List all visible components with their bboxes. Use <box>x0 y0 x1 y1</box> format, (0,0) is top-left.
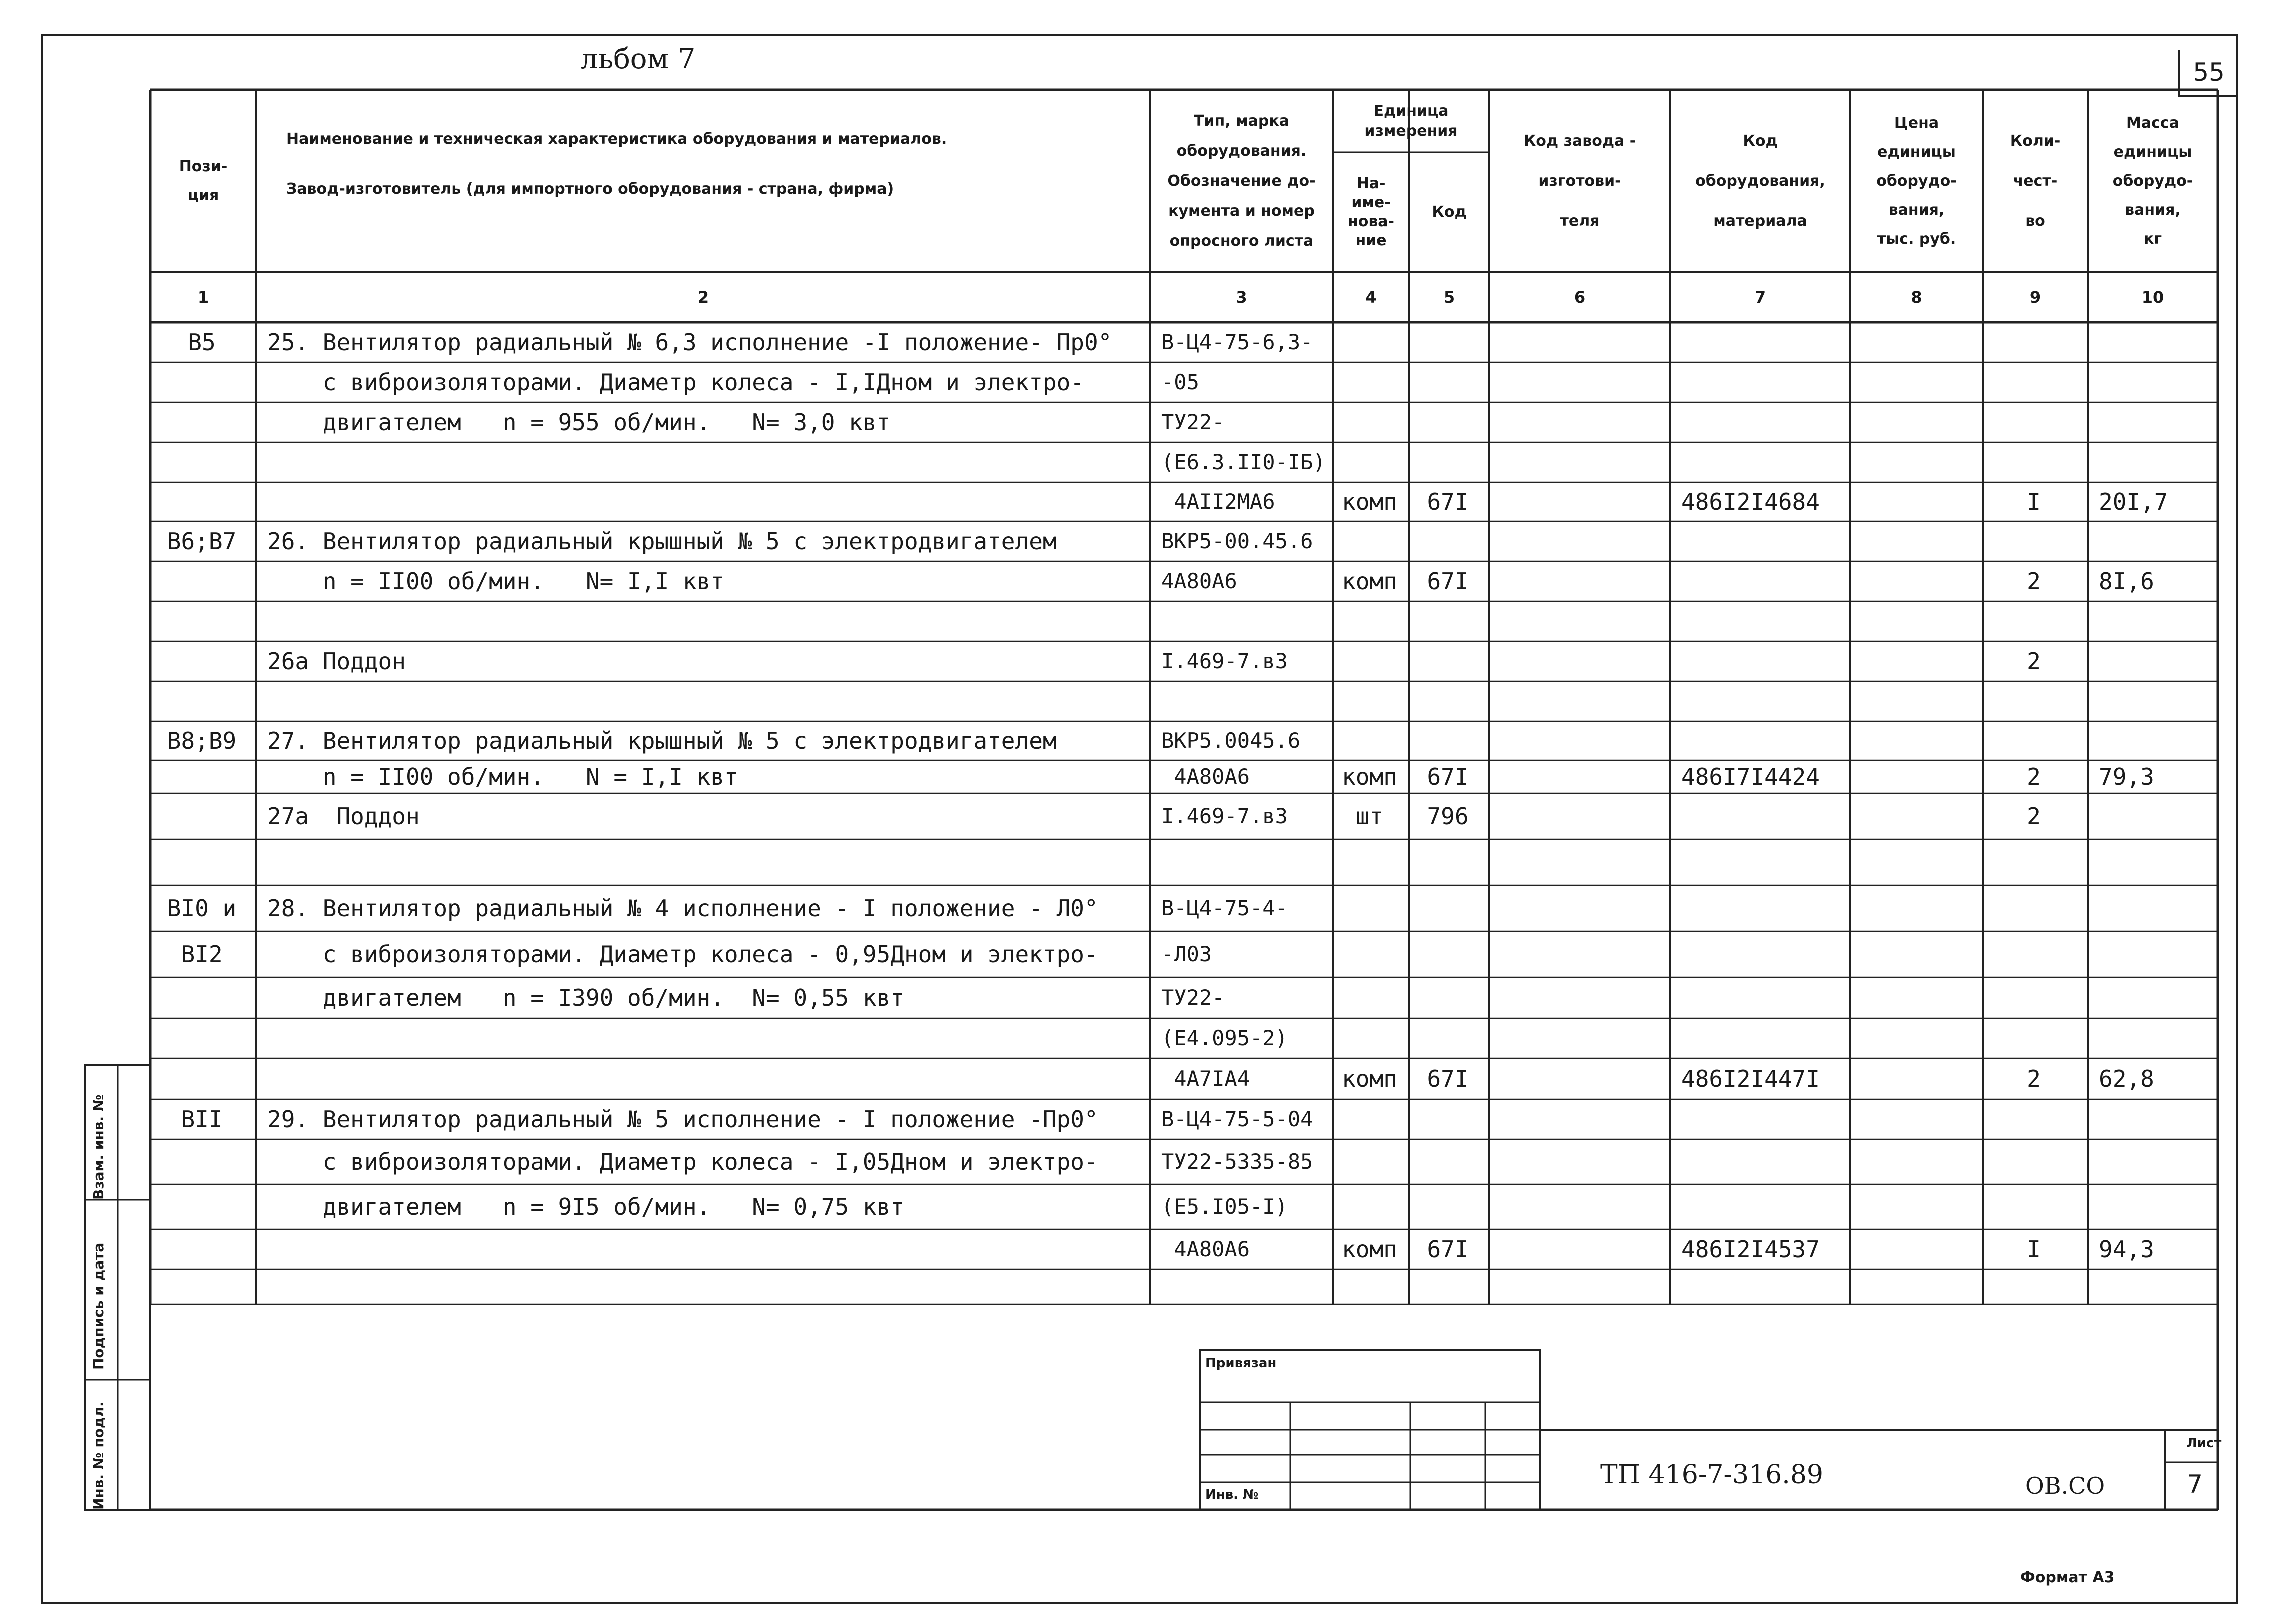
quantity-cell: I <box>2027 488 2041 516</box>
list-label: Лист <box>2186 1436 2222 1451</box>
plant-code-cell <box>1489 886 1667 932</box>
mass-cell <box>2099 642 2215 682</box>
type-cell: 4А80А6 <box>1161 569 1237 594</box>
quantity-cell: 2 <box>2027 648 2041 675</box>
equipment-code-cell <box>1681 932 1847 978</box>
name-cell: 27. Вентилятор радиальный крышный № 5 с электродвигателем <box>267 728 1057 754</box>
unit-code-cell <box>1409 840 1486 886</box>
unit-cell <box>1333 978 1406 1018</box>
unit-code-cell <box>1409 522 1486 562</box>
plant-code-cell <box>1489 1184 1667 1230</box>
quantity-cell <box>1983 932 2085 978</box>
unit-code-cell <box>1409 722 1486 760</box>
quantity-cell <box>1983 322 2085 362</box>
name-cell: n = II00 об/мин. N= I,I квт <box>267 568 724 595</box>
quantity-cell <box>1983 602 2085 642</box>
equipment-code-cell <box>1681 1270 1847 1304</box>
price-cell <box>1850 886 1980 932</box>
plant-code-cell <box>1489 1018 1667 1058</box>
mass-cell: 62,8 <box>2099 1066 2154 1092</box>
column-number-10: 10 <box>2141 288 2164 307</box>
name-cell: n = II00 об/мин. N = I,I квт <box>267 764 738 790</box>
unit-code-cell <box>1409 1018 1486 1058</box>
equipment-code-cell <box>1681 1018 1847 1058</box>
column-number-6: 6 <box>1574 288 1586 307</box>
column-number-8: 8 <box>1911 288 1922 307</box>
quantity-cell <box>1983 522 2085 562</box>
mass-cell: 8I,6 <box>2099 568 2154 595</box>
name-cell <box>267 1058 1147 1100</box>
position-cell <box>150 1140 253 1184</box>
privyazan-label: Привязан <box>1205 1356 1277 1371</box>
unit-code-cell: 67I <box>1427 568 1469 595</box>
column-number-3: 3 <box>1236 288 1247 307</box>
unit-cell <box>1333 886 1406 932</box>
plant-code-cell <box>1489 1140 1667 1184</box>
plant-code-cell <box>1489 1100 1667 1140</box>
type-cell: 4А80А6 <box>1161 764 1250 789</box>
name-cell: 28. Вентилятор радиальный № 4 исполнение - I положение - Л0° <box>267 895 1098 922</box>
quantity-cell <box>1983 840 2085 886</box>
position-cell <box>150 978 253 1018</box>
name-cell <box>267 840 1147 886</box>
name-cell <box>267 682 1147 722</box>
equipment-code-cell <box>1681 562 1847 602</box>
equipment-code-cell <box>1681 840 1847 886</box>
price-cell <box>1850 602 1980 642</box>
position-cell <box>150 840 253 886</box>
unit-cell <box>1333 522 1406 562</box>
name-cell: с виброизоляторами. Диаметр колеса - I,IДном и электро- <box>267 369 1084 396</box>
unit-cell: шт <box>1355 803 1384 830</box>
plant-code-cell <box>1489 978 1667 1018</box>
position-cell <box>150 1270 253 1304</box>
mass-cell: 20I,7 <box>2099 488 2168 516</box>
quantity-cell <box>1983 1018 2085 1058</box>
equipment-code-cell: 486I2I4684 <box>1681 488 1820 516</box>
unit-code-cell <box>1409 362 1486 402</box>
plant-code-cell <box>1489 760 1667 794</box>
unit-code-cell <box>1409 682 1486 722</box>
header-equipment-code: Код оборудования, материала <box>1695 132 1825 230</box>
position-cell <box>150 760 253 794</box>
type-cell: ТУ22-5335-85 <box>1161 1150 1313 1174</box>
position-cell <box>150 562 253 602</box>
mass-cell <box>2099 442 2215 482</box>
header-unit-code: Код <box>1432 204 1467 221</box>
unit-code-cell <box>1409 442 1486 482</box>
equipment-code-cell <box>1681 1100 1847 1140</box>
name-cell: 27а Поддон <box>267 803 420 830</box>
unit-code-cell: 67I <box>1427 488 1469 516</box>
position-cell <box>150 442 253 482</box>
equipment-code-cell <box>1681 642 1847 682</box>
type-cell <box>1161 602 1330 642</box>
price-cell <box>1850 562 1980 602</box>
price-cell <box>1850 362 1980 402</box>
unit-cell: комп <box>1342 1236 1397 1263</box>
type-cell: I.469-7.в3 <box>1161 804 1288 828</box>
unit-cell <box>1333 1270 1406 1304</box>
mass-cell <box>2099 362 2215 402</box>
plant-code-cell <box>1489 840 1667 886</box>
mass-cell <box>2099 1140 2215 1184</box>
mass-cell <box>2099 602 2215 642</box>
unit-code-cell <box>1409 602 1486 642</box>
sheet-number-top: 55 <box>2178 50 2238 97</box>
equipment-code-cell: 486I7I4424 <box>1681 764 1820 790</box>
type-cell: ВКР5-00.45.6 <box>1161 529 1313 554</box>
name-cell: 26. Вентилятор радиальный крышный № 5 с электродвигателем <box>267 528 1057 555</box>
equipment-code-cell <box>1681 402 1847 442</box>
position-cell <box>150 602 253 642</box>
mass-cell: 94,3 <box>2099 1236 2154 1263</box>
unit-cell <box>1333 322 1406 362</box>
price-cell <box>1850 760 1980 794</box>
plant-code-cell <box>1489 522 1667 562</box>
position-cell <box>150 1058 253 1100</box>
unit-cell <box>1333 840 1406 886</box>
type-cell: В-Ц4-75-4- <box>1161 896 1288 920</box>
album-label: льбом 7 <box>580 43 696 76</box>
position-cell <box>150 1018 253 1058</box>
name-cell <box>267 1230 1147 1270</box>
plant-code-cell <box>1489 442 1667 482</box>
type-cell: (Е5.I05-I) <box>1161 1194 1288 1219</box>
price-cell <box>1850 794 1980 840</box>
equipment-code-cell <box>1681 1184 1847 1230</box>
type-cell: I.469-7.в3 <box>1161 649 1288 674</box>
price-cell <box>1850 1058 1980 1100</box>
equipment-code-cell <box>1681 722 1847 760</box>
column-number-1: 1 <box>197 288 209 307</box>
equipment-code-cell <box>1681 1140 1847 1184</box>
unit-code-cell <box>1409 932 1486 978</box>
unit-code-cell: 67I <box>1427 764 1469 790</box>
name-cell <box>267 1018 1147 1058</box>
position-cell <box>150 1230 253 1270</box>
type-cell: (Е6.3.II0-IБ) <box>1161 450 1326 474</box>
equipment-code-cell <box>1681 602 1847 642</box>
header-name-line2: Завод-изготовитель (для импортного оборудования - страна, фирма) <box>286 180 894 198</box>
column-number-2: 2 <box>697 288 709 307</box>
position-cell <box>150 794 253 840</box>
mass-cell <box>2099 840 2215 886</box>
unit-code-cell <box>1409 1270 1486 1304</box>
equipment-code-cell <box>1681 978 1847 1018</box>
mass-cell <box>2099 1018 2215 1058</box>
price-cell <box>1850 932 1980 978</box>
type-cell: -Л03 <box>1161 942 1212 966</box>
name-cell <box>267 1270 1147 1304</box>
plant-code-cell <box>1489 402 1667 442</box>
mass-cell <box>2099 402 2215 442</box>
price-cell <box>1850 1184 1980 1230</box>
quantity-cell <box>1983 1184 2085 1230</box>
header-name-line1: Наименование и техническая характеристика оборудования и материалов. <box>286 130 947 148</box>
unit-cell <box>1333 1018 1406 1058</box>
price-cell <box>1850 322 1980 362</box>
mass-cell <box>2099 932 2215 978</box>
mass-cell: 79,3 <box>2099 764 2154 790</box>
quantity-cell <box>1983 722 2085 760</box>
equipment-code-cell <box>1681 322 1847 362</box>
equipment-code-cell: 486I2I447I <box>1681 1066 1820 1092</box>
name-cell: с виброизоляторами. Диаметр колеса - 0,95Дном и электро- <box>267 941 1098 968</box>
unit-cell <box>1333 602 1406 642</box>
price-cell <box>1850 522 1980 562</box>
mass-cell <box>2099 1270 2215 1304</box>
name-cell <box>267 602 1147 642</box>
column-number-9: 9 <box>2029 288 2041 307</box>
header-type: Тип, марка оборудования. Обозначение до- кумента и номер опросного листа <box>1167 112 1316 250</box>
unit-cell <box>1333 362 1406 402</box>
equipment-code-cell: 486I2I4537 <box>1681 1236 1820 1263</box>
price-cell <box>1850 1140 1980 1184</box>
mass-cell <box>2099 1184 2215 1230</box>
unit-code-cell <box>1409 1184 1486 1230</box>
name-cell: двигателем n = I390 об/мин. N= 0,55 квт <box>267 984 904 1012</box>
header-position: Пози- ция <box>179 158 228 204</box>
quantity-cell: 2 <box>2027 1066 2041 1092</box>
equipment-code-cell <box>1681 442 1847 482</box>
plant-code-cell <box>1489 322 1667 362</box>
quantity-cell <box>1983 1100 2085 1140</box>
unit-code-cell <box>1409 978 1486 1018</box>
header-unit-name: На- име- нова- ние <box>1347 175 1395 250</box>
equipment-code-cell <box>1681 522 1847 562</box>
price-cell <box>1850 1230 1980 1270</box>
price-cell <box>1850 978 1980 1018</box>
plant-code-cell <box>1489 932 1667 978</box>
price-cell <box>1850 682 1980 722</box>
mass-cell <box>2099 1100 2215 1140</box>
position-cell: ВII <box>181 1106 223 1133</box>
quantity-cell: 2 <box>2027 568 2041 595</box>
section-code: ОВ.СО <box>2025 1472 2105 1500</box>
mass-cell <box>2099 886 2215 932</box>
mass-cell <box>2099 794 2215 840</box>
name-cell: двигателем n = 955 об/мин. N= 3,0 квт <box>267 409 891 436</box>
header-price: Цена единицы оборудо- вания, тыс. руб. <box>1876 114 1957 248</box>
quantity-cell <box>1983 402 2085 442</box>
mass-cell <box>2099 722 2215 760</box>
equipment-code-cell <box>1681 362 1847 402</box>
price-cell <box>1850 1018 1980 1058</box>
type-cell: В-Ц4-75-6,3- <box>1161 330 1313 354</box>
stamp-podpis-data: Подпись и дата <box>90 1242 107 1370</box>
mass-cell <box>2099 522 2215 562</box>
unit-code-cell <box>1409 402 1486 442</box>
unit-cell: комп <box>1342 764 1397 790</box>
name-cell <box>267 442 1147 482</box>
stamp-vzam-inv: Взам. инв. № <box>90 1094 107 1200</box>
type-cell: ВКР5.0045.6 <box>1161 728 1301 753</box>
type-cell <box>1161 840 1330 886</box>
unit-code-cell <box>1409 886 1486 932</box>
unit-code-cell <box>1409 1140 1486 1184</box>
equipment-code-cell <box>1681 794 1847 840</box>
header-unit-group: Единица измерения <box>1364 102 1458 140</box>
unit-cell <box>1333 682 1406 722</box>
position-cell: ВI0 и <box>167 895 237 922</box>
plant-code-cell <box>1489 482 1667 522</box>
unit-cell <box>1333 442 1406 482</box>
quantity-cell <box>1983 442 2085 482</box>
position-cell: В8;В9 <box>167 728 237 754</box>
stamp-inv-podl: Инв. № подл. <box>90 1402 107 1510</box>
plant-code-cell <box>1489 362 1667 402</box>
type-cell <box>1161 1270 1330 1304</box>
position-cell <box>150 402 253 442</box>
type-cell: 4АII2МА6 <box>1161 490 1275 514</box>
unit-code-cell <box>1409 322 1486 362</box>
unit-cell: комп <box>1342 488 1397 516</box>
unit-cell: комп <box>1342 568 1397 595</box>
unit-code-cell: 796 <box>1427 803 1469 830</box>
mass-cell <box>2099 978 2215 1018</box>
price-cell <box>1850 402 1980 442</box>
quantity-cell <box>1983 682 2085 722</box>
type-cell: В-Ц4-75-5-04 <box>1161 1107 1313 1132</box>
quantity-cell <box>1983 978 2085 1018</box>
column-number-4: 4 <box>1365 288 1377 307</box>
position-cell: В6;В7 <box>167 528 237 555</box>
price-cell <box>1850 840 1980 886</box>
document-code: ТП 416-7-316.89 <box>1600 1460 1823 1490</box>
equipment-code-cell <box>1681 682 1847 722</box>
equipment-code-cell <box>1681 886 1847 932</box>
mass-cell <box>2099 322 2215 362</box>
quantity-cell: 2 <box>2027 764 2041 790</box>
plant-code-cell <box>1489 562 1667 602</box>
type-cell: ТУ22- <box>1161 986 1225 1010</box>
name-cell: 25. Вентилятор радиальный № 6,3 исполнение -I положение- Пр0° <box>267 329 1112 356</box>
price-cell <box>1850 1270 1980 1304</box>
unit-code-cell <box>1409 1100 1486 1140</box>
unit-code-cell <box>1409 642 1486 682</box>
inv-no-label: Инв. № <box>1205 1488 1259 1502</box>
type-cell: ТУ22- <box>1161 410 1225 434</box>
position-cell <box>150 1184 253 1230</box>
position-cell <box>150 642 253 682</box>
price-cell <box>1850 722 1980 760</box>
mass-cell <box>2099 682 2215 722</box>
unit-cell <box>1333 932 1406 978</box>
position-cell <box>150 482 253 522</box>
header-plant-code: Код завода - изготови- теля <box>1523 132 1636 230</box>
price-cell <box>1850 442 1980 482</box>
plant-code-cell <box>1489 794 1667 840</box>
type-cell: 4А7IА4 <box>1161 1066 1250 1091</box>
position-cell <box>150 682 253 722</box>
unit-cell <box>1333 1140 1406 1184</box>
unit-cell <box>1333 1100 1406 1140</box>
quantity-cell <box>1983 362 2085 402</box>
unit-cell <box>1333 402 1406 442</box>
plant-code-cell <box>1489 722 1667 760</box>
position-cell <box>150 362 253 402</box>
header-mass: Масса единицы оборудо- вания, кг <box>2112 114 2193 248</box>
price-cell <box>1850 642 1980 682</box>
list-number: 7 <box>2187 1470 2203 1499</box>
price-cell <box>1850 482 1980 522</box>
plant-code-cell <box>1489 1270 1667 1304</box>
name-cell: с виброизоляторами. Диаметр колеса - I,05Дном и электро- <box>267 1148 1098 1176</box>
name-cell: 26а Поддон <box>267 648 406 675</box>
plant-code-cell <box>1489 682 1667 722</box>
quantity-cell: I <box>2027 1236 2041 1263</box>
position-cell: В5 <box>188 329 216 356</box>
format-label: Формат А3 <box>2020 1569 2115 1586</box>
price-cell <box>1850 1100 1980 1140</box>
type-cell: (Е4.095-2) <box>1161 1026 1288 1050</box>
position-cell: ВI2 <box>181 941 223 968</box>
type-cell: 4А80А6 <box>1161 1237 1250 1262</box>
quantity-cell <box>1983 1140 2085 1184</box>
name-cell: двигателем n = 9I5 об/мин. N= 0,75 квт <box>267 1194 904 1220</box>
plant-code-cell <box>1489 1058 1667 1100</box>
unit-cell <box>1333 642 1406 682</box>
unit-code-cell: 67I <box>1427 1236 1469 1263</box>
quantity-cell <box>1983 886 2085 932</box>
name-cell <box>267 482 1147 522</box>
plant-code-cell <box>1489 602 1667 642</box>
plant-code-cell <box>1489 1230 1667 1270</box>
name-cell: 29. Вентилятор радиальный № 5 исполнение - I положение -Пр0° <box>267 1106 1098 1133</box>
unit-code-cell: 67I <box>1427 1066 1469 1092</box>
type-cell: -05 <box>1161 370 1199 394</box>
unit-cell: комп <box>1342 1066 1397 1092</box>
plant-code-cell <box>1489 642 1667 682</box>
quantity-cell <box>1983 1270 2085 1304</box>
column-number-7: 7 <box>1754 288 1766 307</box>
quantity-cell: 2 <box>2027 803 2041 830</box>
unit-cell <box>1333 722 1406 760</box>
column-number-5: 5 <box>1443 288 1455 307</box>
unit-cell <box>1333 1184 1406 1230</box>
header-quantity: Коли- чест- во <box>2010 132 2061 230</box>
type-cell <box>1161 682 1330 722</box>
